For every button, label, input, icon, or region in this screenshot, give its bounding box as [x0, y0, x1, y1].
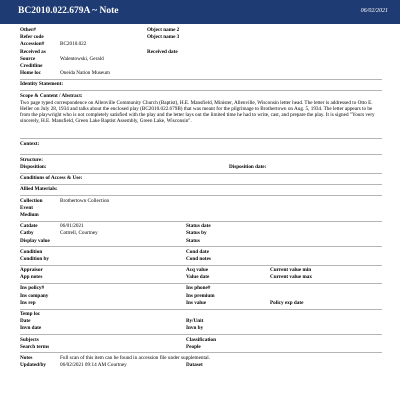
allied-materials-label: Allied Materials: [20, 186, 58, 193]
policy-exp-date-label: Policy exp date [270, 299, 304, 306]
context-label: Context: [20, 140, 40, 147]
record-body [0, 24, 400, 369]
temp-loc-label: Temp loc [20, 311, 41, 317]
ins-rep-label: Ins rep [20, 299, 36, 306]
accession-label: Accession# [20, 41, 45, 48]
medium-label: Medium [20, 211, 39, 218]
notes-label: Notes [20, 354, 33, 361]
catdate-label: Catdate [20, 223, 38, 230]
scope-label: Scope & Content / Abstract: [20, 92, 83, 99]
catby-label: Catby [20, 230, 34, 237]
event-label: Event [20, 204, 33, 211]
allied-section [20, 184, 382, 194]
subjects-label: Subjects [20, 336, 39, 343]
appraisal-section [20, 265, 382, 282]
status-by-label: Status by [186, 230, 207, 237]
object-name-2-label: Object name 2 [147, 27, 180, 33]
refer-code-label: Refer code [20, 34, 44, 41]
acq-value-label: Acq value [186, 267, 209, 274]
structure-section [20, 154, 382, 171]
disposition-date-label: Disposition date: [229, 164, 267, 170]
updated-by-value: 06/02/2021 09:14 AM Courtney [60, 362, 127, 369]
scope-section [20, 90, 382, 137]
home-loc-label: Home loc [20, 70, 41, 77]
current-value-min-label: Current value min [270, 267, 312, 274]
current-value-max-label: Current value max [270, 274, 312, 281]
value-date-label: Value date [186, 274, 210, 281]
people-label: People [186, 343, 201, 350]
other-label: Other# [20, 27, 36, 33]
identity-statement-label: Identity Statement: [20, 81, 64, 88]
accession-value: BC2010.022 [60, 41, 87, 48]
notes-value: Full scan of this item can be found in accession file under supplemental. [60, 354, 210, 361]
received-date-label: Received date [147, 48, 178, 55]
received-as-label: Received as [20, 48, 46, 55]
scope-text: Two page typed correspondence on Allenville Community Church (Baptist), H.E. Mansfield, Minister, Allenville, Wisconsin letter head. The letter is addressed to Otto E. Heller on July 28, 1934 and talks about the enclosed play (BC2010.022.679B) that was meant for the pilgrimage to Brothertown on Aug. 5, 1934. The letter appears to be from the playwright who is not completely satisfied with the play and the letter lays out the limited time he had to write, cast, and prepare the play. It is signed "Yours very sincerely, H.E. Mansfield, Green Lake Baptist Assembly, Green Lake, Wisconsin". [20, 99, 375, 125]
disposition-label: Disposition: [20, 164, 47, 170]
ins-value-label: Ins value [186, 299, 207, 306]
status-date-label: Status date [186, 223, 211, 230]
search-terms-label: Search terms [20, 343, 50, 350]
inventory-section [20, 309, 382, 333]
subjects-section [20, 334, 382, 351]
context-section [20, 138, 382, 153]
footer-section [20, 352, 382, 369]
collection-value: Brothertown Collection [60, 197, 110, 204]
condition-section [20, 246, 382, 263]
status-label: Status [186, 237, 200, 244]
catby-value: Cottrell, Courtney [60, 230, 98, 237]
cond-notes-label: Cond notes [186, 255, 211, 262]
updated-by-label: Updated/by [20, 362, 46, 369]
home-loc-value: Oneida Nation Museum [60, 70, 110, 77]
ins-premium-label: Ins premium [186, 292, 215, 299]
cond-date-label: Cond date [186, 248, 209, 255]
object-name-3-label: Object name 3 [147, 34, 180, 41]
conditions-access-label: Conditions of Access & Use: [20, 175, 83, 182]
condition-by-label: Condition by [20, 255, 49, 262]
source-value: Walentowski, Gerald [60, 55, 104, 62]
catalog-section [20, 221, 382, 245]
creditline-label: Creditline [20, 62, 43, 69]
by-unit-label: By/Unit [186, 318, 204, 325]
source-label: Source [20, 55, 36, 62]
app-notes-label: App notes [20, 274, 43, 281]
collection-label: Collection [20, 197, 43, 204]
display-value-label: Display value [20, 237, 50, 244]
ins-phone-label: Ins phone# [186, 285, 211, 292]
catdate-value: 06/01/2021 [60, 223, 84, 230]
ins-company-label: Ins company [20, 292, 49, 299]
ins-policy-label: Ins policy# [20, 285, 45, 292]
appraisor-label: Appraisor [20, 267, 43, 274]
record-title: BC2010.022.679A ~ Note [18, 6, 119, 17]
record-date: 06/02/2021 [360, 8, 388, 15]
structure-label: Structure: [20, 156, 43, 163]
identification-section [20, 27, 382, 77]
invn-by-label: Invn by [186, 325, 204, 332]
identity-section [20, 79, 382, 89]
classification-label: Classification [186, 336, 216, 343]
condition-label: Condition [20, 248, 43, 255]
invn-date-label: Invn date [20, 325, 42, 332]
date-label: Date [20, 318, 31, 325]
collection-section [20, 195, 382, 219]
insurance-section [20, 283, 382, 307]
dataset-label: Dataset [186, 362, 203, 369]
record-header [0, 0, 400, 24]
conditions-section [20, 173, 382, 183]
